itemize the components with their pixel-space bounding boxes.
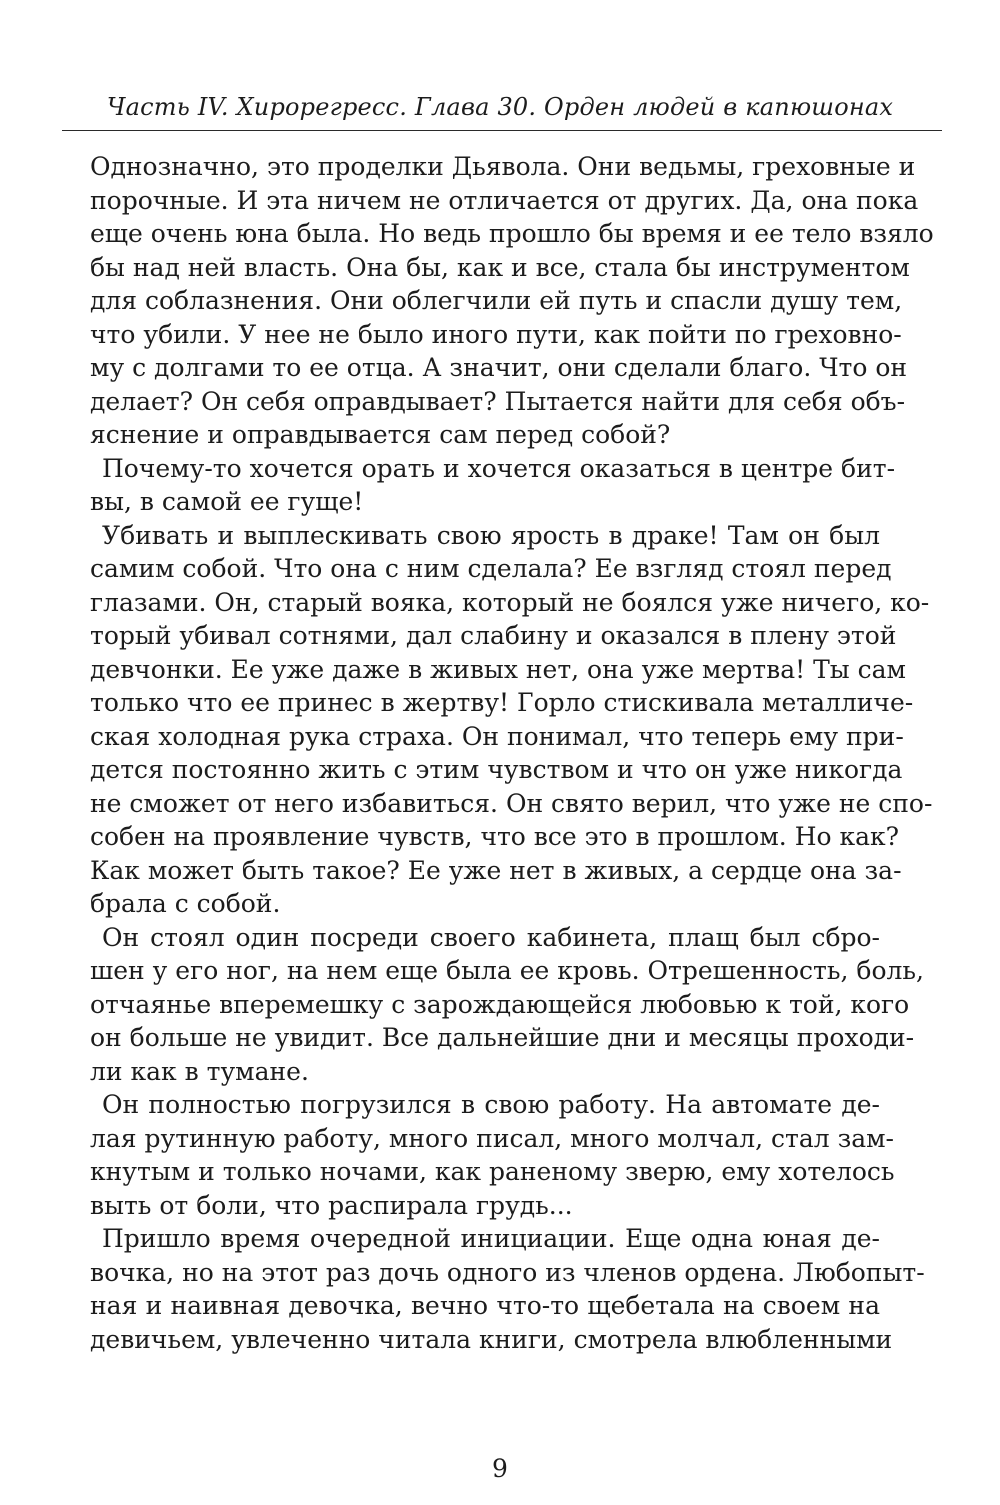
paragraph (90, 1222, 925, 1356)
text-line: отчаянье вперемешку с зарождающейся любовью к той, кого (90, 989, 910, 1019)
text-line: му с долгами то ее отца. А значит, они сделали благо. Что он (90, 353, 908, 382)
text-line: только что ее принес в жертву! Горло стискивала металличе- (90, 688, 914, 717)
header-rule (62, 130, 942, 131)
text-line: глазами. Он, старый вояка, который не боялся уже ничего, ко- (90, 587, 930, 617)
text-line: ная и наивная девочка, вечно что-то щебетала на своем на (90, 1291, 880, 1320)
text-line: дется постоянно жить с этим чувством и что он уже никогда (90, 755, 903, 784)
body-text (90, 150, 934, 1356)
text-line: бы над ней власть. Она бы, как и все, стала бы инструментом (90, 252, 910, 282)
text-line: вочка, но на этот раз дочь одного из членов ордена. Любопыт- (90, 1257, 925, 1287)
paragraph (90, 1088, 895, 1222)
text-line: Как может быть такое? Ее уже нет в живых, а сердце она за- (90, 855, 902, 885)
text-line: ская холодная рука страха. Он понимал, что теперь ему при- (90, 721, 904, 751)
text-line: Однозначно, это проделки Дьявола. Они ведьмы, греховные и (90, 152, 916, 181)
text-line: Он полностью погрузился в свою работу. На автомате де- (102, 1090, 880, 1119)
text-line: он больше не увидит. Все дальнейшие дни и месяцы проходи- (90, 1023, 915, 1052)
paragraph (90, 519, 933, 921)
text-line: еще очень юна была. Но ведь прошло бы время и ее тело взяло (90, 219, 934, 248)
text-line: лая рутинную работу, много писал, много молчал, стал зам- (90, 1123, 895, 1153)
text-line: торый убивал сотнями, дал слабину и оказался в плену этой (90, 621, 897, 650)
text-line: Пришло время очередной инициации. Еще одна юная де- (102, 1224, 880, 1253)
text-line: ли как в тумане. (90, 1056, 309, 1086)
text-line: самим собой. Что она с ним сделала? Ее взгляд стоял перед (90, 554, 892, 583)
page-number: 9 (492, 1454, 508, 1483)
text-line: кнутым и только ночами, как раненому зверю, ему хотелось (90, 1157, 895, 1186)
text-line: шен у его ног, на нем еще была ее кровь. Отрешенность, боль, (90, 956, 924, 985)
text-line: вы, в самой ее гуще! (90, 487, 364, 516)
text-line: яснение и оправдывается сам перед собой? (90, 420, 671, 449)
text-line: порочные. И эта ничем не отличается от других. Да, она пока (90, 185, 919, 215)
text-line: собен на проявление чувств, что все это в прошлом. Но как? (90, 822, 900, 851)
paragraph (90, 452, 896, 519)
text-line: для соблазнения. Они облегчили ей путь и спасли душу тем, (90, 286, 903, 315)
running-header: Часть IV. Хирорегресс. Глава 30. Орден людей в капюшонах (106, 93, 894, 121)
text-line: не сможет от него избавиться. Он свято верил, что уже не спо- (90, 788, 933, 818)
text-line: девчонки. Ее уже даже в живых нет, она уже мертва! Ты сам (90, 654, 906, 684)
paragraph (90, 150, 934, 452)
text-line: девичьем, увлеченно читала книги, смотрела влюбленными (90, 1324, 893, 1354)
text-line: Убивать и выплескивать свою ярость в драке! Там он был (102, 520, 880, 550)
text-line: Он стоял один посреди своего кабинета, плащ был сбро- (102, 922, 880, 952)
text-line: делает? Он себя оправдывает? Пытается найти для себя объ- (90, 386, 906, 416)
text-line: что убили. У нее не было иного пути, как пойти по греховно- (90, 319, 902, 349)
text-line: брала с собой. (90, 889, 281, 918)
text-line: выть от боли, что распирала грудь... (90, 1190, 573, 1220)
paragraph (90, 921, 924, 1089)
text-line: Почему-то хочется орать и хочется оказаться в центре бит- (102, 453, 896, 483)
